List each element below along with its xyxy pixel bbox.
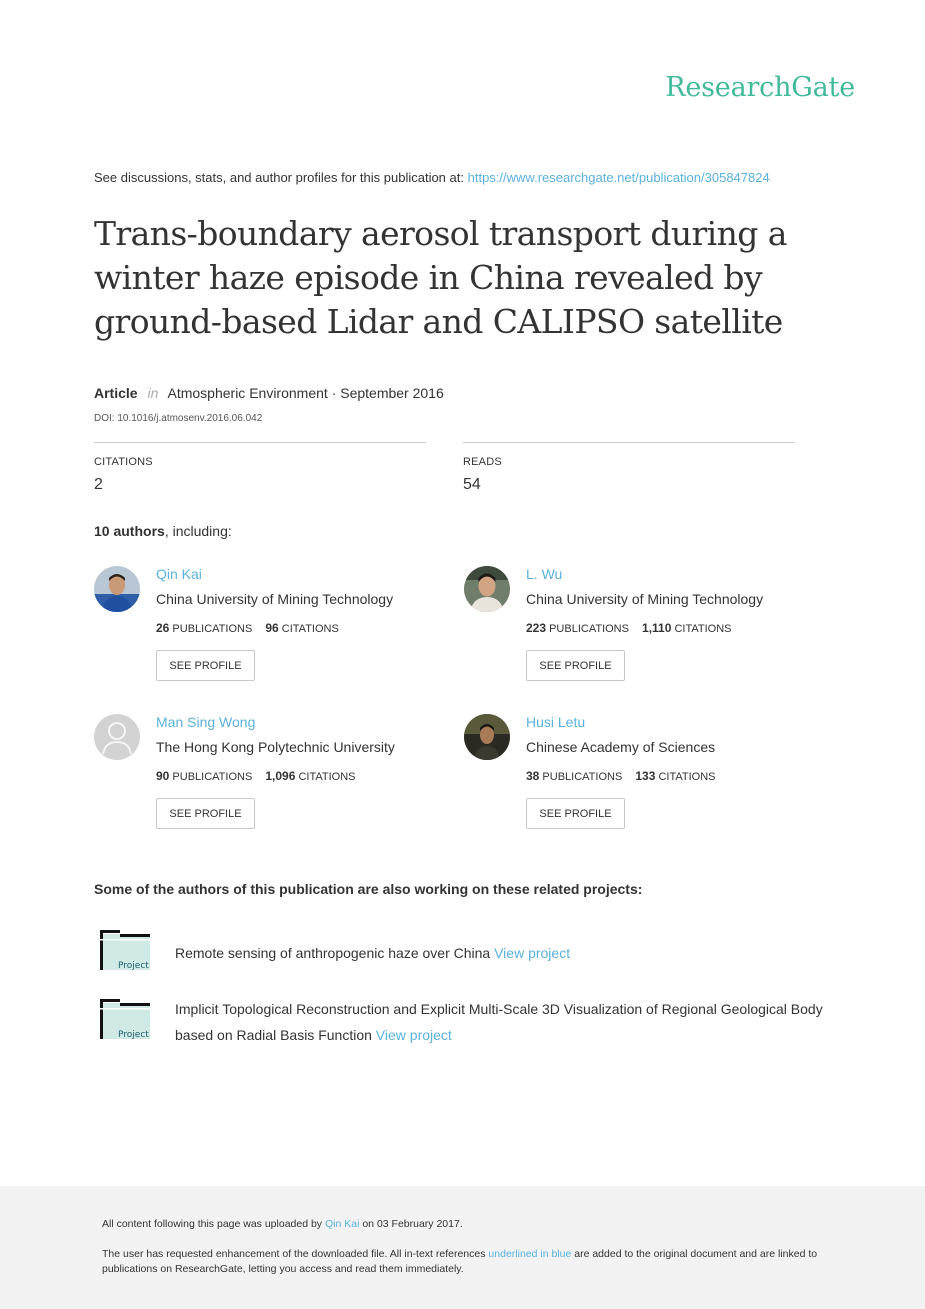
publications-count: 223 <box>526 621 547 635</box>
author-name-link[interactable]: Qin Kai <box>156 566 202 582</box>
author-institution: China University of Mining Technology <box>156 591 394 607</box>
default-avatar-icon <box>94 714 140 760</box>
author-photo-icon <box>94 566 140 612</box>
see-profile-button[interactable]: SEE PROFILE <box>526 650 625 681</box>
citations-label: CITATIONS <box>674 623 732 635</box>
author-stats <box>156 621 339 635</box>
citations-count: 1,110 <box>642 621 672 635</box>
reads-value: 54 <box>463 476 481 493</box>
authors-suffix: , including: <box>164 523 232 539</box>
see-profile-button[interactable]: SEE PROFILE <box>156 650 255 681</box>
journal-and-date[interactable]: Atmospheric Environment · September 2016 <box>167 385 444 401</box>
see-profile-button[interactable]: SEE PROFILE <box>526 798 625 829</box>
reads-stat <box>463 442 795 494</box>
publication-title: Trans-boundary aerosol transport during a winter haze episode in China revealed by ground-based Lidar and CALIPSO satellite <box>94 214 787 341</box>
author-name-link[interactable]: Husi Letu <box>526 714 586 730</box>
related-projects-header: Some of the authors of this publication are also working on these related projects: <box>94 881 643 897</box>
author-card <box>464 566 794 686</box>
publications-label: PUBLICATIONS <box>549 623 629 635</box>
authors-header <box>94 523 232 539</box>
project-description <box>175 940 825 966</box>
avatar[interactable] <box>94 566 140 612</box>
citations-stat <box>94 442 426 494</box>
footer <box>0 1186 925 1309</box>
see-discussions-line <box>94 170 770 185</box>
uploader-link[interactable]: Qin Kai <box>324 1218 360 1230</box>
upload-suffix: on 03 February 2017. <box>362 1218 463 1230</box>
project-description <box>175 996 825 1048</box>
publication-type: Article <box>94 385 138 401</box>
underlined-in-blue-link[interactable]: underlined in blue <box>488 1248 572 1260</box>
author-stats <box>526 769 716 783</box>
citations-label: CITATIONS <box>298 771 356 783</box>
publications-count: 90 <box>156 769 170 783</box>
author-stats <box>526 621 732 635</box>
publications-label: PUBLICATIONS <box>542 771 623 783</box>
author-institution: Chinese Academy of Sciences <box>526 739 716 755</box>
authors-count: 10 authors <box>94 523 165 539</box>
publication-url-link[interactable]: https://www.researchgate.net/publication/305847824 <box>467 170 770 185</box>
view-project-link[interactable]: View project <box>494 945 571 961</box>
author-institution: The Hong Kong Polytechnic University <box>156 739 395 755</box>
project-folder-icon[interactable] <box>100 930 150 970</box>
avatar[interactable] <box>94 714 140 760</box>
project-icon-label: Project <box>118 1030 149 1039</box>
project-title: Implicit Topological Reconstruction and Explicit Multi-Scale 3D Visualization of Regional Geological Body based on Radial Basis Function <box>175 1001 823 1043</box>
upload-info <box>102 1217 842 1232</box>
doi: DOI: 10.1016/j.atmosenv.2016.06.042 <box>94 413 263 424</box>
researchgate-logo[interactable]: ResearchGate <box>665 72 855 103</box>
reads-label: READS <box>463 456 502 468</box>
author-name-link[interactable]: Man Sing Wong <box>156 714 256 730</box>
publications-count: 38 <box>526 769 540 783</box>
author-card <box>464 714 794 834</box>
citations-count: 1,096 <box>265 769 296 783</box>
see-profile-button[interactable]: SEE PROFILE <box>156 798 255 829</box>
note-suffix: are added to the original document and are linked to publications on ResearchGate, letting you access and read them immediately. <box>102 1248 818 1275</box>
project-title: Remote sensing of anthropogenic haze over China <box>175 945 491 961</box>
view-project-link[interactable]: View project <box>375 1027 452 1043</box>
publication-meta <box>94 385 444 401</box>
author-institution: China University of Mining Technology <box>526 591 764 607</box>
publications-label: PUBLICATIONS <box>172 623 253 635</box>
citations-label: CITATIONS <box>94 456 153 468</box>
avatar[interactable] <box>464 566 510 612</box>
citations-count: 133 <box>635 769 656 783</box>
project-icon-label: Project <box>118 961 149 970</box>
see-discussions-text: See discussions, stats, and author profiles for this publication at: <box>94 170 464 185</box>
in-word: in <box>147 385 159 401</box>
citations-value: 2 <box>94 476 103 493</box>
note-prefix: The user has requested enhancement of the downloaded file. All in-text references <box>102 1248 486 1260</box>
citations-count: 96 <box>265 621 279 635</box>
citations-label: CITATIONS <box>281 623 339 635</box>
author-photo-icon <box>464 714 510 760</box>
publications-label: PUBLICATIONS <box>172 771 253 783</box>
author-card <box>94 566 424 686</box>
upload-prefix: All content following this page was uploaded by <box>102 1218 323 1230</box>
author-photo-icon <box>464 566 510 612</box>
avatar[interactable] <box>464 714 510 760</box>
enhancement-note <box>102 1247 842 1277</box>
author-stats <box>156 769 356 783</box>
author-name-link[interactable]: L. Wu <box>526 566 563 582</box>
author-card <box>94 714 424 834</box>
citations-label: CITATIONS <box>658 771 716 783</box>
project-folder-icon[interactable] <box>100 999 150 1039</box>
publications-count: 26 <box>156 621 170 635</box>
